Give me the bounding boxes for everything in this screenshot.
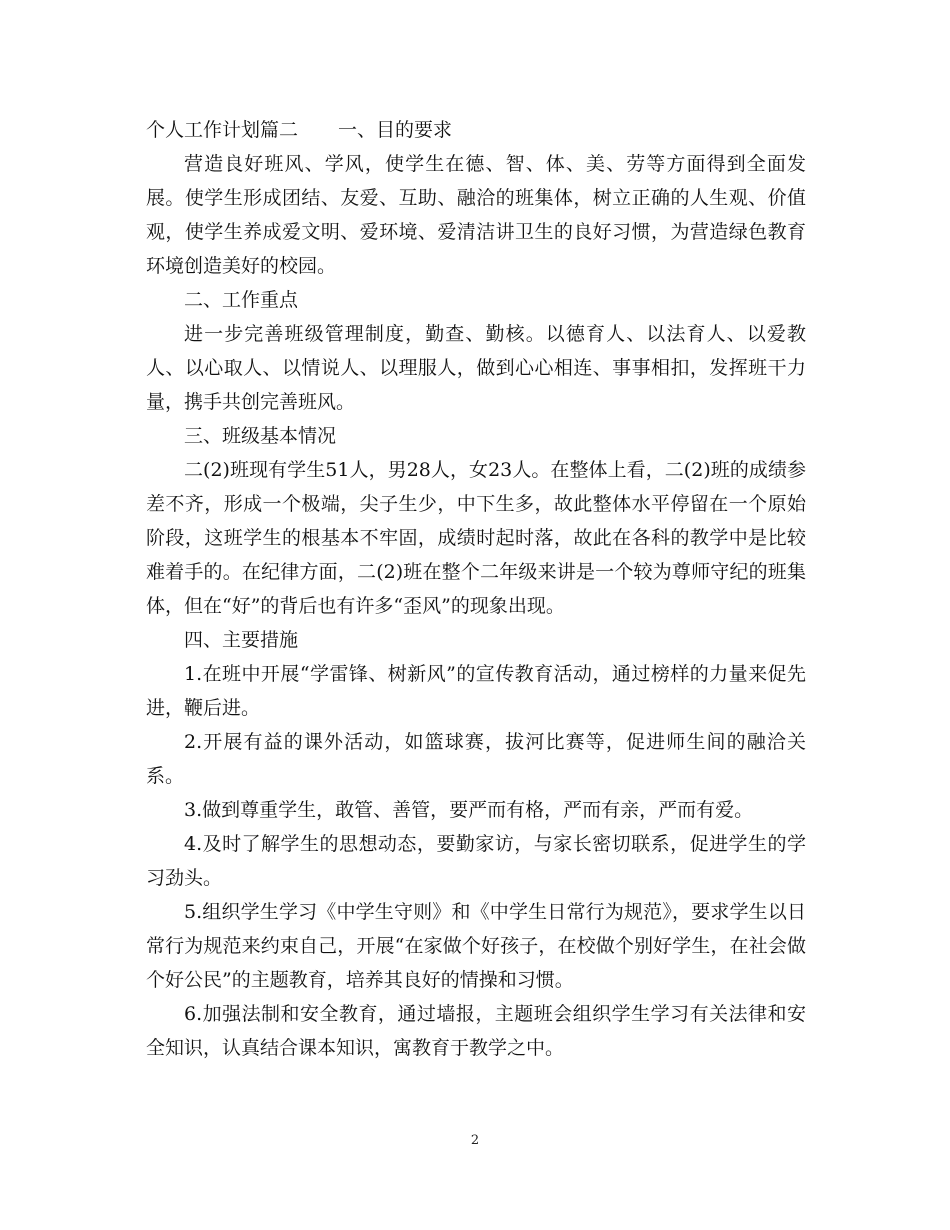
- page-number: 2: [470, 1133, 480, 1148]
- section-heading-2: 二、工作重点: [184, 289, 299, 311]
- document-title: 个人工作计划篇二: [146, 119, 299, 141]
- document-title-line: [146, 113, 806, 147]
- measure-item-3: 3.做到尊重学生，敢管、善管，要严而有格，严而有亲，严而有爱。: [184, 799, 754, 821]
- measure-item-5: 5.组织学生学习《中学生守则》和《中学生日常行为规范》，要求学生以日常行为规范来约束自己，开展“在家做个好孩子，在校做个别好学生，在社会做个好公民”的主题教育，培养其良好的情操和习惯。: [146, 901, 806, 991]
- section-heading-4: 四、主要措施: [184, 629, 299, 651]
- section-heading-1: 一、目的要求: [338, 119, 453, 141]
- section-heading-3: 三、班级基本情况: [184, 425, 337, 447]
- paragraph-2: 进一步完善班级管理制度，勤查、勤核。以德育人、以法育人、以爱教人、以心取人、以情说人、以理服人，做到心心相连、事事相扣，发挥班干力量，携手共创完善班风。: [146, 323, 806, 413]
- paragraph-3: 二(2)班现有学生51人，男28人，女23人。在整体上看，二(2)班的成绩参差不齐，形成一个极端，尖子生少，中下生多，故此整体水平停留在一个原始阶段，这班学生的根基本不牢固，成绩时起时落，故此在各科的教学中是比较难着手的。在纪律方面，二(2)班在整个二年级来讲是一个较为尊师守纪的班集体，但在“好”的背后也有许多“歪风”的现象出现。: [146, 459, 806, 617]
- measure-item-2: 2.开展有益的课外活动，如篮球赛，拔河比赛等，促进师生间的融洽关系。: [146, 731, 806, 787]
- measure-item-6: 6.加强法制和安全教育，通过墙报，主题班会组织学生学习有关法律和安全知识，认真结合课本知识，寓教育于教学之中。: [146, 1003, 806, 1059]
- measure-item-4: 4.及时了解学生的思想动态，要勤家访，与家长密切联系，促进学生的学习劲头。: [146, 833, 806, 889]
- measure-item-1: 1.在班中开展“学雷锋、树新风”的宣传教育活动，通过榜样的力量来促先进，鞭后进。: [146, 663, 806, 719]
- document-body: [146, 113, 806, 1065]
- paragraph-1: 营造良好班风、学风，使学生在德、智、体、美、劳等方面得到全面发展。使学生形成团结、友爱、互助、融洽的班集体，树立正确的人生观、价值观，使学生养成爱文明、爱环境、爱清洁讲卫生的良好习惯，为营造绿色教育环境创造美好的校园。: [146, 153, 806, 277]
